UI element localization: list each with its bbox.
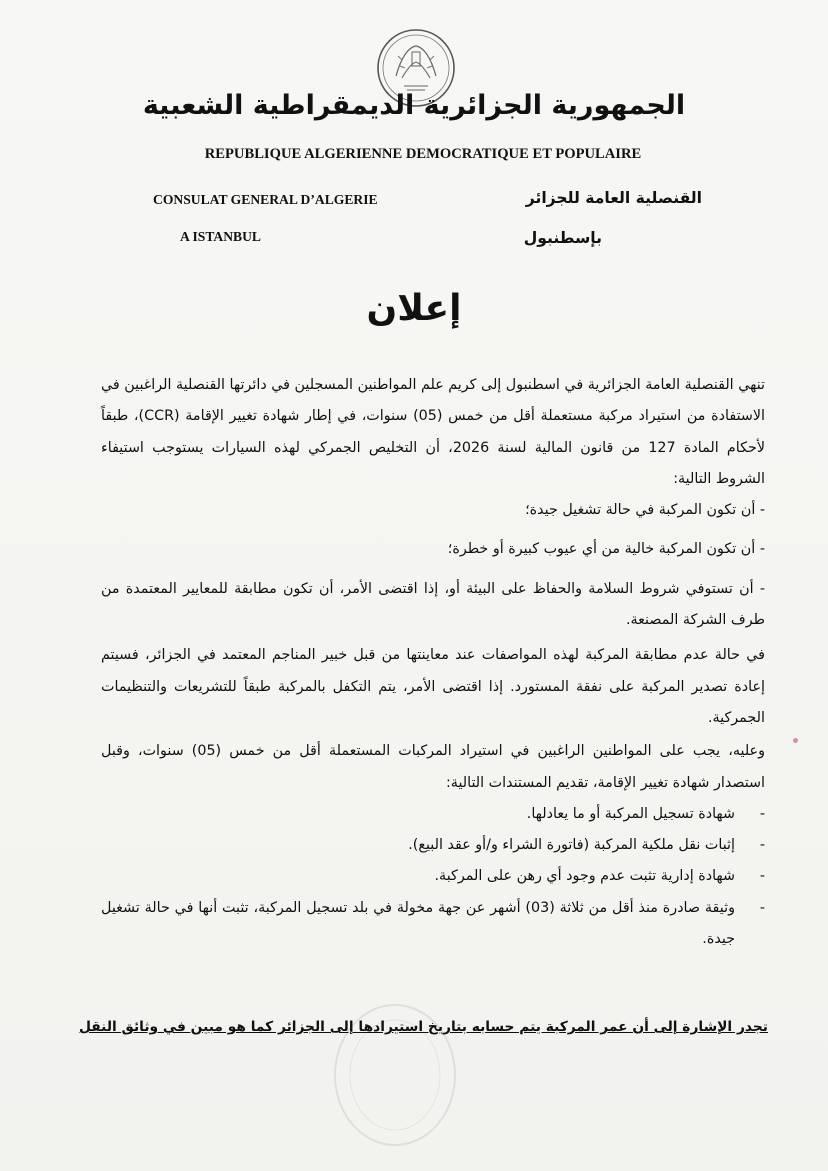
footer-note: تجدر الإشارة إلى أن عمر المركبة يتم حسابه بتاريخ استيرادها إلى الجزائر كما هو مبين في وثائق النقل [78, 1019, 768, 1035]
document-item [101, 893, 765, 956]
list-dash: - [759, 805, 765, 822]
document-item-text: وثيقة صادرة منذ أقل من ثلاثة (03) أشهر عن جهة مخولة في بلد تسجيل المركبة، تثبت أنها في حالة تشغيل جيدة. [101, 899, 735, 948]
list-dash: - [759, 899, 765, 916]
document-item [101, 830, 765, 861]
list-dash: - [759, 868, 765, 885]
arabic-republic-title: الجمهورية الجزائرية الديمقراطية الشعبية [142, 90, 686, 121]
condition-item: - أن تستوفي شروط السلامة والحفاظ على البيئة أو، إذا اقتضى الأمر، أن تكون مطابقة للمعايير المعتمدة من طرف الشركة المصنعة. [101, 580, 765, 629]
french-republic-title: REPUBLIQUE ALGERIENNE DEMOCRATIQUE ET POPULAIRE [204, 146, 642, 162]
document-item-text: شهادة إدارية تثبت عدم وجود أي رهن على المركبة. [434, 868, 735, 885]
ink-mark [793, 738, 798, 743]
consulate-ar-line-2: بإسطنبول [523, 229, 602, 247]
documents-intro-paragraph: وعليه، يجب على المواطنين الراغبين في استيراد المركبات المستعملة أقل من خمس (05) سنوات، وقبل استصدار شهادة تغيير الإقامة، تقديم المستندات التالية: [101, 743, 765, 791]
document-item [101, 799, 765, 830]
announcement-title: إعلان [366, 288, 462, 329]
non-conformity-paragraph: في حالة عدم مطابقة المركبة لهذه المواصفات عند معاينتها من قبل خبير المناجم المعتمد في الجزائر، فسيتم إعادة تصدير المركبة على نفقة المستورد. إذا اقتضى الأمر، يتم التكفل بالمركبة طبقاً للتشريعات والتنظيمات الجمركية. [101, 647, 765, 726]
consulate-fr-line-1: CONSULAT GENERAL D’ALGERIE [153, 192, 378, 207]
consulate-ar-line-1: القنصلية العامة للجزائر [525, 189, 702, 207]
document-item [101, 861, 765, 892]
list-dash: - [759, 837, 765, 854]
document-item-text: إثبات نقل ملكية المركبة (فاتورة الشراء و/أو عقد البيع). [408, 837, 735, 854]
consulate-fr-line-2: A ISTANBUL [180, 229, 261, 244]
condition-item: - أن تكون المركبة خالية من أي عيوب كبيرة أو خطرة؛ [447, 541, 765, 558]
condition-item: - أن تكون المركبة في حالة تشغيل جيدة؛ [525, 502, 765, 519]
announcement-body [101, 370, 765, 955]
intro-paragraph: تنهي القنصلية العامة الجزائرية في اسطنبول إلى كريم علم المواطنين المسجلين في دائرتها القنصلية الراغبين في الاستفادة من استيراد مركبة مستعملة أقل من خمس (05) سنوات، في إطار شهادة تغيير الإقامة (CCR)، طبقاً لأحكام المادة 127 من قانون المالية لسنة 2026، أن التخليص الجمركي لهذه السيارات يستوجب استيفاء الشروط التالية: [101, 377, 765, 487]
documents-list [101, 799, 765, 955]
document-item-text: شهادة تسجيل المركبة أو ما يعادلها. [526, 805, 735, 822]
